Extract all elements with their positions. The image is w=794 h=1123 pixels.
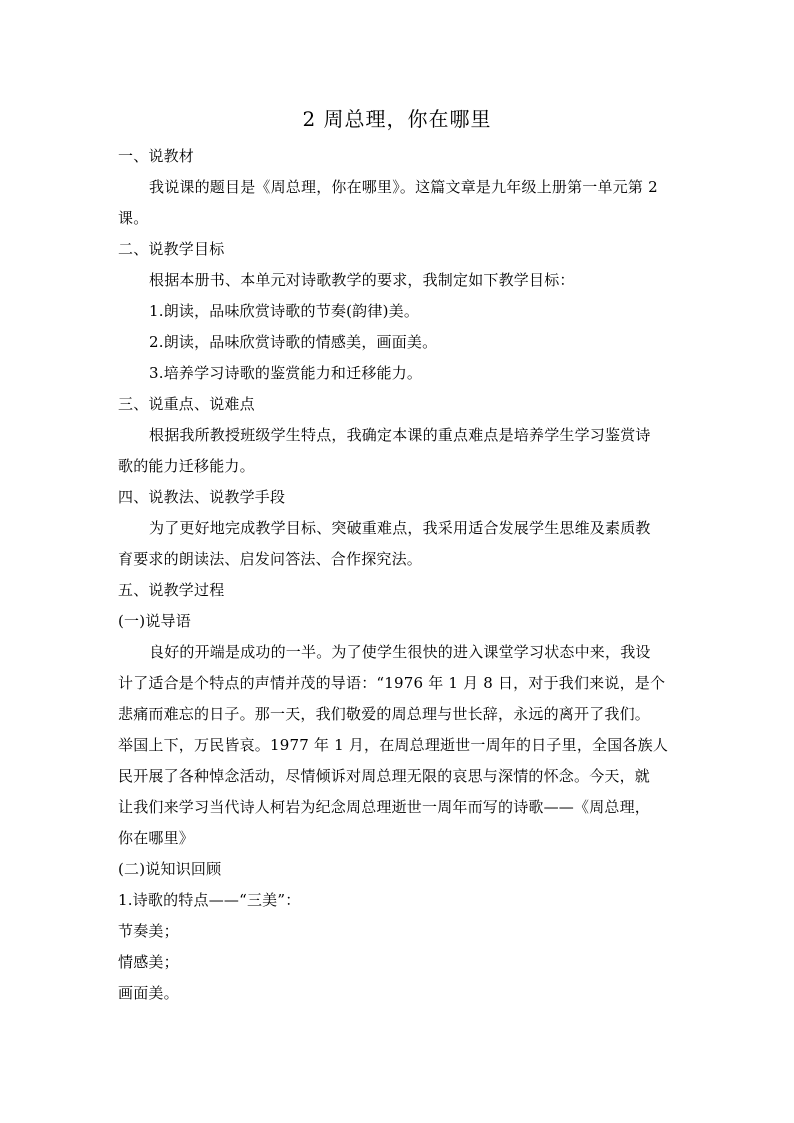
section-heading-4: 四、说教法、说教学手段 (118, 488, 286, 506)
objective-item-1: 1.朗读，品味欣赏诗歌的节奏(韵律)美。 (149, 302, 420, 320)
objective-item-3: 3.培养学习诗歌的鉴赏能力和迁移能力。 (149, 364, 423, 382)
paragraph-line: 良好的开端是成功的一半。为了使学生很快的进入课堂学习状态中来，我设 (149, 643, 651, 661)
subsection-heading-2: (二)说知识回顾 (118, 860, 222, 878)
paragraph-line: 歌的能力迁移能力。 (118, 457, 255, 475)
section-heading-3: 三、说重点、说难点 (118, 395, 255, 413)
list-item: 节奏美； (118, 922, 179, 940)
paragraph-line: 我说课的题目是《周总理，你在哪里》。这篇文章是九年级上册第一单元第 2 (149, 178, 658, 196)
section-heading-1: 一、说教材 (118, 147, 195, 165)
paragraph-line: 民开展了各种悼念活动，尽情倾诉对周总理无限的哀思与深情的怀念。今天，就 (118, 767, 651, 785)
paragraph-line: 根据我所教授班级学生特点，我确定本课的重点难点是培养学生学习鉴赏诗 (149, 426, 651, 444)
paragraph-line: 根据本册书、本单元对诗歌教学的要求，我制定如下教学目标： (149, 271, 575, 289)
list-item: 1.诗歌的特点——“三美”： (118, 891, 301, 909)
section-heading-5: 五、说教学过程 (118, 581, 225, 599)
subsection-heading-1: (一)说导语 (118, 612, 191, 630)
list-item: 画面美。 (118, 984, 179, 1002)
list-item: 情感美； (118, 953, 179, 971)
paragraph-line: 为了更好地完成教学目标、突破重难点，我采用适合发展学生思维及素质教 (149, 519, 651, 537)
paragraph-line: 计了适合是个特点的声情并茂的导语：“1976 年 1 月 8 日，对于我们来说，是个 (118, 674, 666, 692)
objective-item-2: 2.朗读，品味欣赏诗歌的情感美，画面美。 (149, 333, 438, 351)
paragraph-line: 你在哪里》 (118, 829, 195, 847)
paragraph-line: 育要求的朗读法、启发问答法、合作探究法。 (118, 550, 423, 568)
paragraph-line: 让我们来学习当代诗人柯岩为纪念周总理逝世一周年而写的诗歌——《周总理， (118, 798, 651, 816)
paragraph-line: 课。 (118, 209, 149, 227)
document-title: 2 周总理，你在哪里 (302, 107, 492, 131)
section-heading-2: 二、说教学目标 (118, 240, 225, 258)
paragraph-line: 举国上下，万民皆哀。1977 年 1 月，在周总理逝世一周年的日子里，全国各族人 (118, 736, 669, 754)
paragraph-line: 悲痛而难忘的日子。那一天，我们敬爱的周总理与世长辞，永远的离开了我们。 (118, 705, 651, 723)
